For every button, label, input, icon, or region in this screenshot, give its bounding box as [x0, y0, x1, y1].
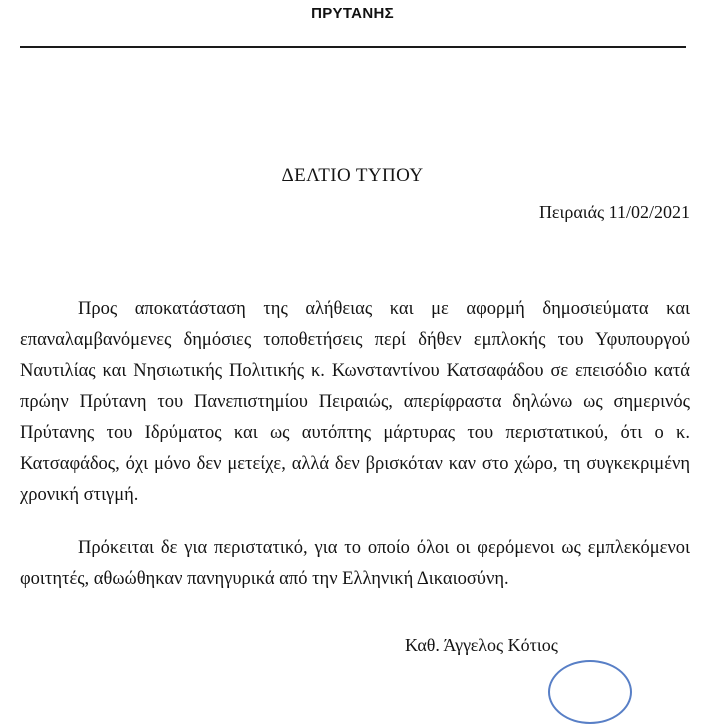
official-seal-icon — [548, 660, 632, 724]
signature-name: Καθ. Άγγελος Κότιος — [405, 635, 558, 655]
letterhead-title: ΠΡΥΤΑΝΗΣ — [311, 5, 394, 22]
body-paragraph-2: Πρόκειται δε για περιστατικό, για το οποίο όλοι οι φερόμενοι ως εμπλεκόμενοι φοιτητές, αθωώθηκαν πανηγυρικά από την Ελληνική Δικαιοσύνη. — [20, 538, 690, 589]
header-divider — [20, 46, 686, 48]
date-line: Πειραιάς 11/02/2021 — [538, 202, 690, 222]
press-release-heading: ΔΕΛΤΙΟ ΤΥΠΟΥ — [281, 165, 424, 186]
body-paragraph-1: Προς αποκατάσταση της αλήθειας και με αφορμή δημοσιεύματα και επαναλαμβανόμενες δημόσιες τοποθετήσεις περί δήθεν εμπλοκής του Υφυπουργού Ναυτιλίας και Νησιωτικής Πολιτικής κ. Κωνσταντίνου Κατσαφάδου σε επεισόδιο κατά πρώην Πρύτανη του Πανεπιστημίου Πειραιώς, απερίφραστα δηλώνω ως σημερινός Πρύτανης του Ιδρύματος και ως αυτόπτης μάρτυρας του περιστατικού, ότι ο κ. Κατσαφάδος, όχι μόνο δεν μετείχε, αλλά δεν βρισκόταν καν στο χώρο, τη συγκεκριμένη χρονική στιγμή. — [20, 299, 690, 505]
